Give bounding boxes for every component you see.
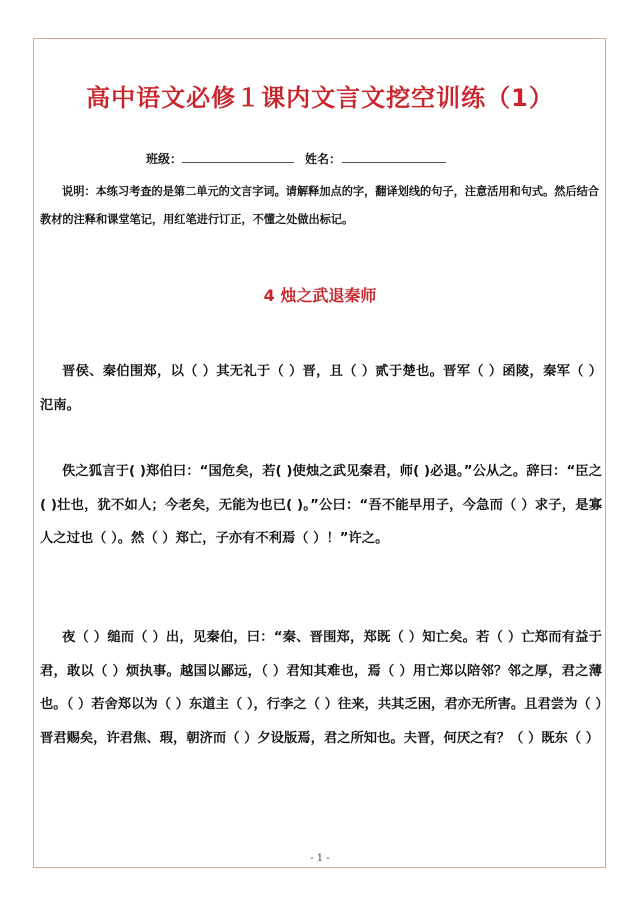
class-field-line[interactable] — [182, 162, 294, 163]
paragraph-1: 晋侯、秦伯围郑，以（ ）其无礼于（ ）晋，且（ ）贰于楚也。晋军（ ）函陵，秦军（ ）氾南。 — [40, 364, 602, 413]
paragraph-3: 夜（ ）缒而（ ）出，见秦伯，曰：“秦、晋围郑，郑既（ ）知亡矣。若（ ）亡郑而有益于君，敢以（ ）烦执事。越国以鄙远，（ ）君知其难也，焉（ ）用亡郑以陪邻？邻之厚，君之薄也。（ ）若舍郑以为（ ）东道主（ ），行李之（ ）往来，共其乏困，君亦无所害。且君尝为（ ）晋君赐矣，许君焦、瑕，朝济而（ ）夕设版焉，君之所知也。夫晋，何厌之有？（ ）既东（ ） — [40, 630, 602, 746]
name-field-line[interactable] — [342, 162, 446, 163]
page-title: 高中语文必修１课内文言文挖空训练（1） — [86, 84, 554, 112]
name-label: 姓名： — [305, 152, 342, 166]
instructions-note: 说明：本练习考查的是第二单元的文言字词。请解释加点的字，翻译划线的句子，注意活用和句式。然后结合教材的注释和课堂笔记，用红笔进行订正，不懂之处做出标记。 — [40, 185, 600, 226]
page-number: - 1 - — [310, 853, 330, 864]
class-label: 班级： — [146, 152, 183, 166]
paragraph-2: 佚之狐言于( )郑伯曰：“国危矣，若( )使烛之武见秦君，师( )必退。”公从之。辞曰：“臣之( )壮也，犹不如人；今老矣，无能为也已( )。”公曰：“吾不能早用子，今急而（ ）求子，是寡人之过也（ ）。然（ ）郑亡，子亦有不利焉（ ）！”许之。 — [40, 464, 602, 546]
section-title: 4 烛之武退秦师 — [263, 286, 377, 305]
